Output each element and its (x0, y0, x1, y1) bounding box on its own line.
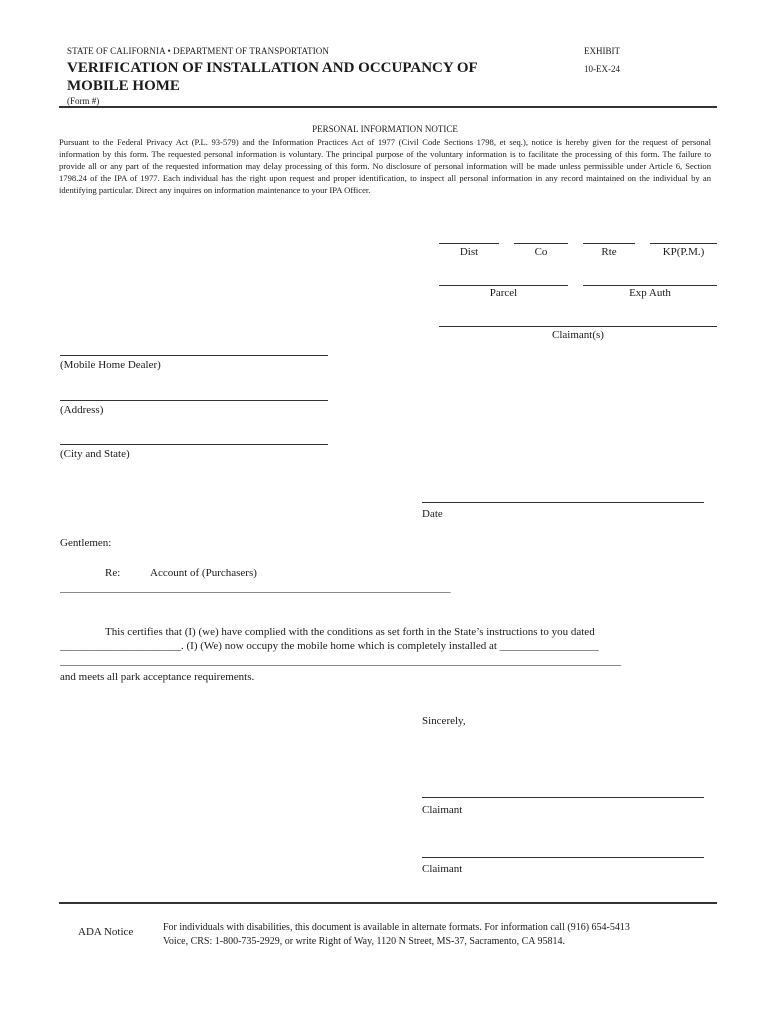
certification-line3[interactable]: ______________________________________________________________________________________________________ (60, 655, 621, 667)
date-field[interactable] (422, 502, 704, 503)
form-title (67, 59, 537, 95)
re-value: Account of (Purchasers) (150, 567, 257, 579)
form-title-line1: VERIFICATION OF INSTALLATION AND OCCUPANCY OF (67, 60, 478, 76)
exhibit-code: 10-EX-24 (584, 64, 620, 74)
rte-field[interactable] (583, 243, 635, 244)
footer-divider (59, 902, 717, 904)
agency-header: STATE OF CALIFORNIA • DEPARTMENT OF TRANSPORTATION (67, 46, 329, 56)
parcel-field[interactable] (439, 285, 568, 286)
certification-line2[interactable]: ______________________. (I) (We) now occupy the mobile home which is completely installed at __________________ (60, 640, 599, 652)
certification-line1: This certifies that (I) (we) have complied with the conditions as set forth in the State’s instructions to you dated (105, 626, 595, 638)
rte-label: Rte (601, 246, 617, 258)
address-field[interactable] (60, 400, 328, 401)
form-number: (Form #) (67, 96, 100, 106)
claimant-signature-1[interactable] (422, 797, 704, 798)
re-label: Re: (105, 567, 121, 579)
closing: Sincerely, (422, 715, 466, 727)
ada-notice-line1: For individuals with disabilities, this document is available in alternate formats. For information call (916) 654-5413 (163, 922, 630, 933)
city-state-label: (City and State) (60, 448, 130, 460)
ada-notice-label: ADA Notice (78, 926, 134, 938)
co-field[interactable] (514, 243, 568, 244)
claimants-label: Claimant(s) (552, 329, 604, 341)
form-title-line2: MOBILE HOME (67, 78, 180, 94)
co-label: Co (534, 246, 548, 258)
kp-label: KP(P.M.) (662, 246, 705, 258)
dist-label: Dist (459, 246, 479, 258)
exhibit-label: EXHIBIT (584, 46, 620, 56)
header-divider (59, 106, 717, 108)
kp-field[interactable] (650, 243, 717, 244)
claimants-field[interactable] (439, 326, 717, 327)
address-label: (Address) (60, 404, 104, 416)
purchasers-blank[interactable]: _______________________________________________________________________ (60, 582, 451, 594)
exp-auth-label: Exp Auth (629, 287, 671, 299)
privacy-notice-heading: PERSONAL INFORMATION NOTICE (312, 124, 458, 134)
exp-auth-field[interactable] (583, 285, 717, 286)
ada-notice-text (163, 921, 718, 949)
claimant-label-2: Claimant (422, 863, 463, 875)
city-state-field[interactable] (60, 444, 328, 445)
parcel-label: Parcel (489, 287, 518, 299)
date-label: Date (422, 508, 443, 520)
claimant-signature-2[interactable] (422, 857, 704, 858)
privacy-notice-body: Pursuant to the Federal Privacy Act (P.L. 93-579) and the Information Practices Act of 1977 (Civil Code Sections 1798, et seq.), notice is hereby given for the request of personal information by this form. The requested personal information is voluntary. The principal purpose of the voluntary information is to facilitate the processing of this form. The failure to provide all or any part of the requested information may delay processing of this form. No disclosure of personal information will be made unless permissible under Article 6, Section 1798.24 of the IPA of 1977. Each individual has the right upon request and proper identification, to inspect all personal information in any record maintained on the individual by an identifying particular. Direct any inquires on information maintenance to your IPA Officer. (59, 137, 711, 195)
salutation: Gentlemen: (60, 537, 112, 549)
dist-field[interactable] (439, 243, 499, 244)
dealer-label: (Mobile Home Dealer) (60, 359, 161, 371)
ada-notice-line2: Voice, CRS: 1-800-735-2929, or write Right of Way, 1120 N Street, MS-37, Sacramento, CA 95814. (163, 936, 565, 947)
claimant-label-1: Claimant (422, 804, 463, 816)
dealer-field[interactable] (60, 355, 328, 356)
certification-line4: and meets all park acceptance requirements. (60, 671, 255, 683)
